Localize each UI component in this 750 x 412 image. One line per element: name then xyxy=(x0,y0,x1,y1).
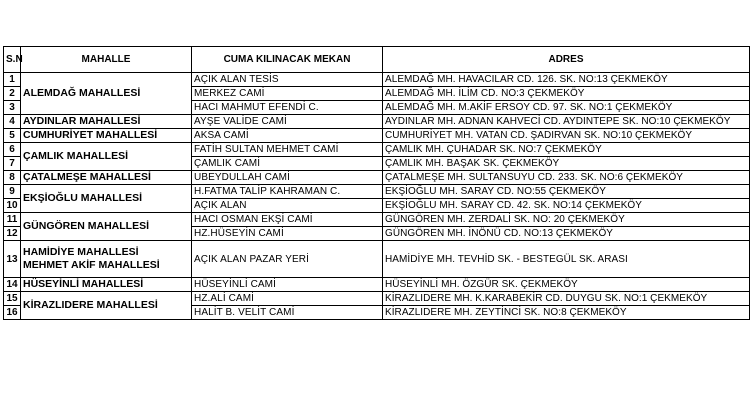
row-sn: 2 xyxy=(4,87,21,101)
mahalle-cell: HÜSEYİNLİ MAHALLESİ xyxy=(21,278,192,292)
table-row xyxy=(4,185,750,199)
row-sn: 5 xyxy=(4,129,21,143)
table-row xyxy=(4,213,750,227)
mekan-cell: AÇIK ALAN TESİS xyxy=(192,73,383,87)
adres-cell: GÜNGÖREN MH. İNÖNÜ CD. NO:13 ÇEKMEKÖY xyxy=(383,227,750,241)
mahalle-line-2: MEHMET AKİF MAHALLESİ xyxy=(23,259,160,271)
row-sn: 8 xyxy=(4,171,21,185)
mekan-cell: MERKEZ CAMİ xyxy=(192,87,383,101)
row-sn: 7 xyxy=(4,157,21,171)
table-row xyxy=(4,73,750,87)
table-row xyxy=(4,115,750,129)
adres-cell: ALEMDAĞ MH. İLİM CD. NO:3 ÇEKMEKÖY xyxy=(383,87,750,101)
adres-cell: CUMHURİYET MH. VATAN CD. ŞADIRVAN SK. NO:10 ÇEKMEKÖY xyxy=(383,129,750,143)
row-sn: 11 xyxy=(4,213,21,227)
header-sn: S.N xyxy=(4,47,21,73)
row-sn: 13 xyxy=(4,241,21,278)
adres-cell: GÜNGÖREN MH. ZERDALİ SK. NO: 20 ÇEKMEKÖY xyxy=(383,213,750,227)
mahalle-cell: GÜNGÖREN MAHALLESİ xyxy=(21,213,192,241)
mekan-cell: HACI OSMAN EKŞİ CAMİ xyxy=(192,213,383,227)
mekan-cell: ÇAMLIK CAMİ xyxy=(192,157,383,171)
adres-cell: ÇAMLIK MH. BAŞAK SK. ÇEKMEKÖY xyxy=(383,157,750,171)
mekan-cell: HZ.HÜSEYİN CAMİ xyxy=(192,227,383,241)
mahalle-cell: CUMHURİYET MAHALLESİ xyxy=(21,129,192,143)
row-sn: 10 xyxy=(4,199,21,213)
adres-cell: EKŞİOĞLU MH. SARAY CD. NO:55 ÇEKMEKÖY xyxy=(383,185,750,199)
mahalle-cell: ÇATALMEŞE MAHALLESİ xyxy=(21,171,192,185)
adres-cell: ALEMDAĞ MH. M.AKİF ERSOY CD. 97. SK. NO:1 ÇEKMEKÖY xyxy=(383,101,750,115)
row-sn: 14 xyxy=(4,278,21,292)
row-sn: 4 xyxy=(4,115,21,129)
adres-cell: ÇAMLIK MH. ÇUHADAR SK. NO:7 ÇEKMEKÖY xyxy=(383,143,750,157)
table-row xyxy=(4,129,750,143)
row-sn: 6 xyxy=(4,143,21,157)
table-row xyxy=(4,171,750,185)
adres-cell: ALEMDAĞ MH. HAVACILAR CD. 126. SK. NO:13 ÇEKMEKÖY xyxy=(383,73,750,87)
adres-cell: KİRAZLIDERE MH. K.KARABEKİR CD. DUYGU SK. NO:1 ÇEKMEKÖY xyxy=(383,292,750,306)
adres-cell: AYDINLAR MH. ADNAN KAHVECİ CD. AYDINTEPE SK. NO:10 ÇEKMEKÖY xyxy=(383,115,750,129)
mahalle-cell: EKŞİOĞLU MAHALLESİ xyxy=(21,185,192,213)
header-mahalle: MAHALLE xyxy=(21,47,192,73)
mahalle-line-1: HAMİDİYE MAHALLESİ xyxy=(23,246,139,258)
mekan-cell: AYŞE VALİDE CAMİ xyxy=(192,115,383,129)
adres-cell: HAMİDİYE MH. TEVHİD SK. - BESTEGÜL SK. ARASI xyxy=(383,241,750,278)
table-row xyxy=(4,143,750,157)
row-sn: 1 xyxy=(4,73,21,87)
row-sn: 16 xyxy=(4,306,21,320)
mosque-list-table xyxy=(3,46,750,320)
mekan-cell: FATİH SULTAN MEHMET CAMİ xyxy=(192,143,383,157)
mahalle-cell: ALEMDAĞ MAHALLESİ xyxy=(21,73,192,115)
row-sn: 9 xyxy=(4,185,21,199)
header-adres: ADRES xyxy=(383,47,750,73)
row-sn: 15 xyxy=(4,292,21,306)
mekan-cell: HÜSEYİNLİ CAMİ xyxy=(192,278,383,292)
adres-cell: EKŞİOĞLU MH. SARAY CD. 42. SK. NO:14 ÇEKMEKÖY xyxy=(383,199,750,213)
mekan-cell: UBEYDULLAH CAMİ xyxy=(192,171,383,185)
table-row xyxy=(4,278,750,292)
table-row xyxy=(4,292,750,306)
mahalle-cell: AYDINLAR MAHALLESİ xyxy=(21,115,192,129)
adres-cell: ÇATALMEŞE MH. SULTANSUYU CD. 233. SK. NO:6 ÇEKMEKÖY xyxy=(383,171,750,185)
mekan-cell: HZ.ALİ CAMİ xyxy=(192,292,383,306)
mekan-cell: HALİT B. VELİT CAMİ xyxy=(192,306,383,320)
mahalle-cell: ÇAMLIK MAHALLESİ xyxy=(21,143,192,171)
mekan-cell: AÇIK ALAN PAZAR YERİ xyxy=(192,241,383,278)
header-row xyxy=(4,47,750,73)
mekan-cell: HACI MAHMUT EFENDİ C. xyxy=(192,101,383,115)
mahalle-cell: KİRAZLIDERE MAHALLESİ xyxy=(21,292,192,320)
mekan-cell: H.FATMA TALİP KAHRAMAN C. xyxy=(192,185,383,199)
table-row xyxy=(4,241,750,278)
row-sn: 12 xyxy=(4,227,21,241)
mekan-cell: AÇIK ALAN xyxy=(192,199,383,213)
header-mekan: CUMA KILINACAK MEKAN xyxy=(192,47,383,73)
adres-cell: HÜSEYİNLİ MH. ÖZGÜR SK. ÇEKMEKÖY xyxy=(383,278,750,292)
mekan-cell: AKSA CAMİ xyxy=(192,129,383,143)
row-sn: 3 xyxy=(4,101,21,115)
mahalle-cell xyxy=(21,241,192,278)
adres-cell: KİRAZLIDERE MH. ZEYTİNCİ SK. NO:8 ÇEKMEKÖY xyxy=(383,306,750,320)
